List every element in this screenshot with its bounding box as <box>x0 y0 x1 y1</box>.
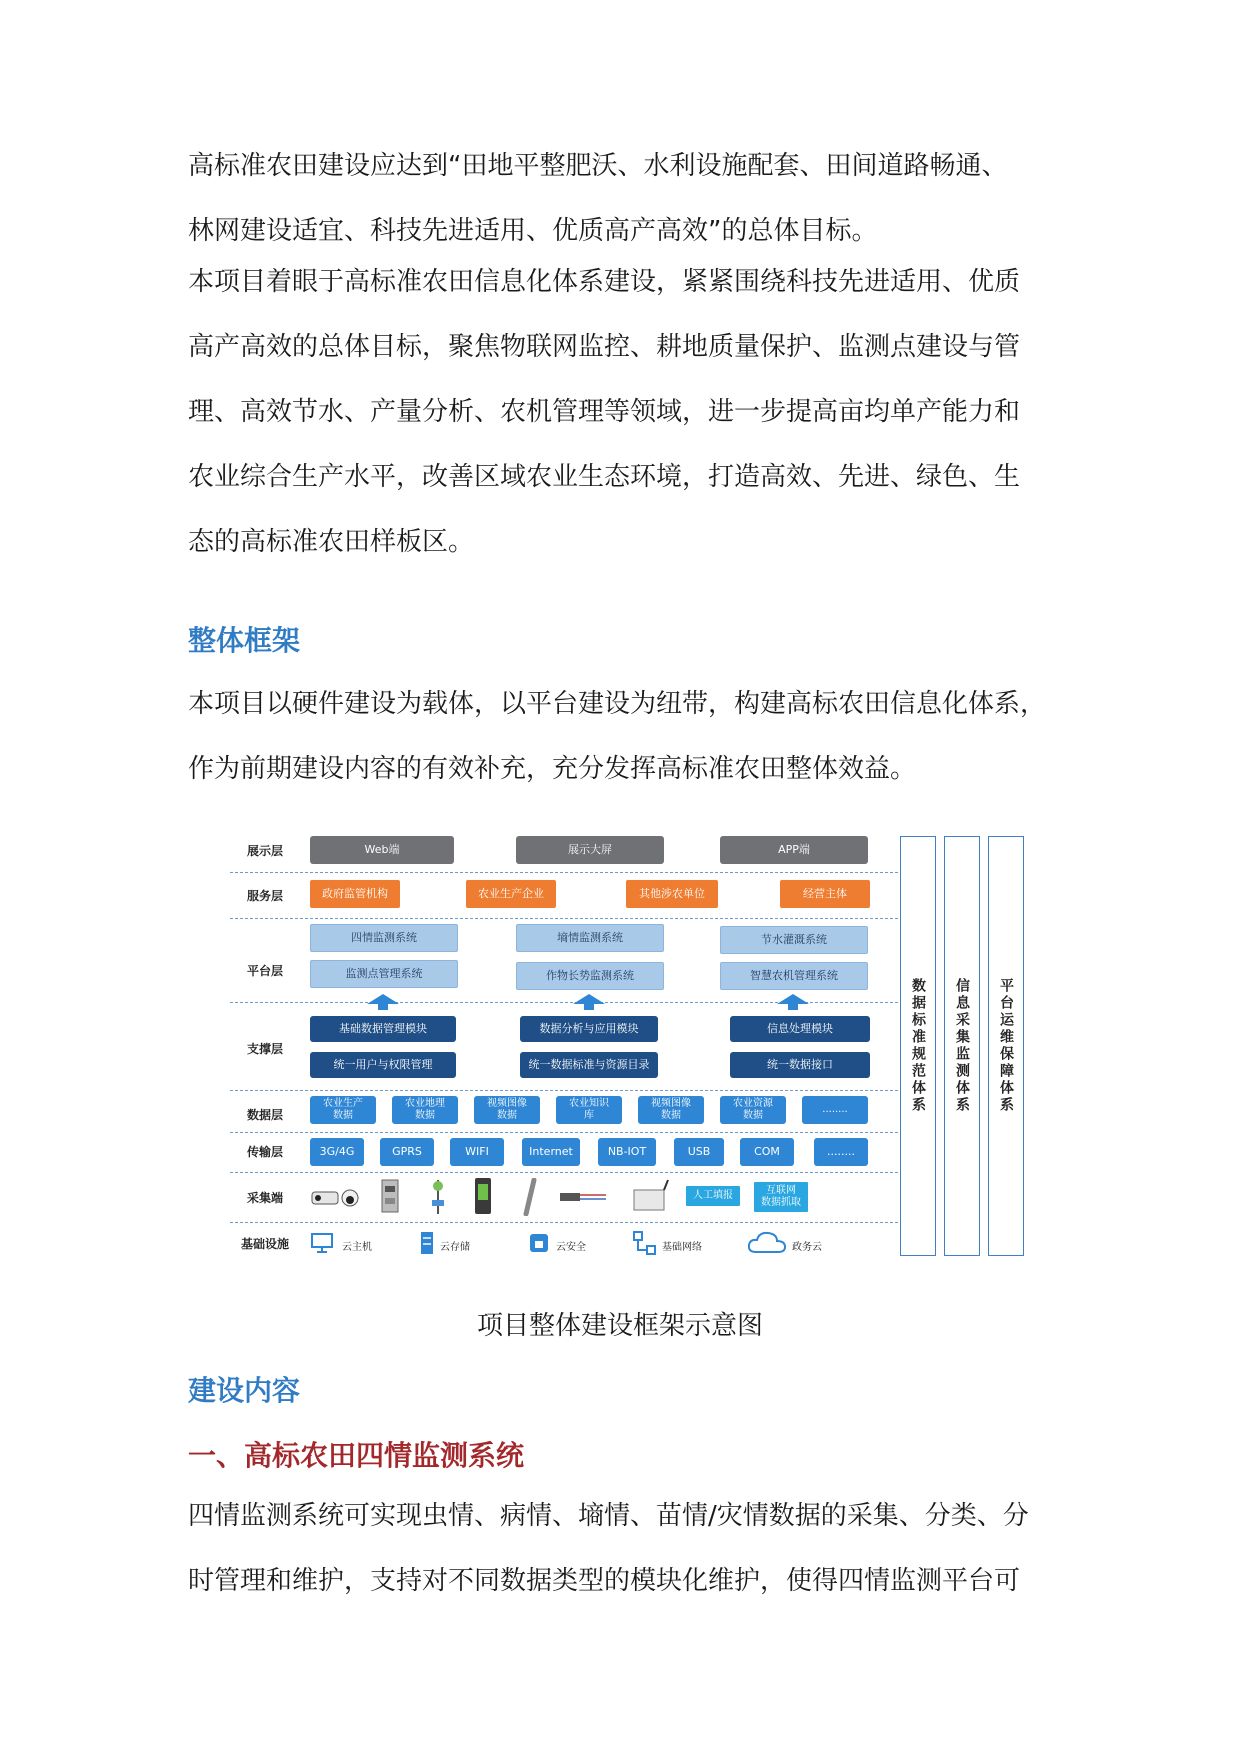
infra-gov-cloud: 政务云 <box>792 1242 822 1253</box>
data-item-line: 农业生产 <box>323 1098 363 1109</box>
layer-separator <box>230 918 898 919</box>
heading-section1: 一、高标农田四情监测系统 <box>188 1439 525 1472</box>
data-item <box>474 1096 540 1124</box>
layer-label-support: 支撑层 <box>246 1042 283 1056</box>
layer-label-display: 展示层 <box>246 844 283 858</box>
intro-paragraph-1 <box>188 134 1060 264</box>
arrow-up-icon <box>777 994 809 1004</box>
data-item <box>720 1096 786 1124</box>
platform-crop-growth: 作物长势监测系统 <box>516 962 664 990</box>
layer-label-transport: 传输层 <box>246 1145 283 1159</box>
arrow-up-icon <box>573 994 605 1004</box>
text-line: 高产高效的总体目标，聚焦物联网监控、耕地质量保护、监测点建设与管 <box>188 332 1021 362</box>
service-other: 其他涉农单位 <box>626 880 718 908</box>
side-column-label: 平台运维保障体系 <box>998 978 1014 1114</box>
platform-soil-moisture: 墒情监测系统 <box>516 924 664 952</box>
data-item <box>310 1096 376 1124</box>
arrow-stem <box>788 1004 798 1010</box>
heading-construction: 建设内容 <box>188 1374 301 1407</box>
text-line: 四情监测系统可实现虫情、病情、墒情、苗情/灾情数据的采集、分类、分 <box>188 1501 1029 1531</box>
infra-cloud-security: 云安全 <box>556 1242 586 1253</box>
display-web: Web端 <box>310 836 454 864</box>
data-item-line: 数据 <box>661 1110 681 1121</box>
layer-separator <box>230 1090 898 1091</box>
infra-cloud-host: 云主机 <box>342 1242 372 1253</box>
transport-item: COM <box>740 1138 794 1166</box>
layer-separator <box>230 872 898 873</box>
security-icon <box>528 1232 550 1254</box>
side-column-data-standard <box>900 836 936 1256</box>
support-user-permission: 统一用户与权限管理 <box>310 1052 456 1078</box>
side-column-label: 信息采集监测体系 <box>954 978 970 1114</box>
support-basic-data: 基础数据管理模块 <box>310 1016 456 1042</box>
platform-irrigation: 节水灌溉系统 <box>720 926 868 954</box>
infra-cloud-storage: 云存储 <box>440 1242 470 1253</box>
text-line: 高标准农田建设应达到“田地平整肥沃、水利设施配套、田间道路畅通、 <box>188 151 1008 181</box>
text-line: 林网建设适宜、科技先进适用、优质高产高效”的总体目标。 <box>188 216 878 246</box>
collect-manual-entry: 人工填报 <box>686 1186 740 1206</box>
data-item-line: 库 <box>584 1110 594 1121</box>
text-line: 本项目着眼于高标准农田信息化体系建设，紧紧围绕科技先进适用、优质 <box>188 267 1021 297</box>
data-collector-icon <box>632 1178 672 1214</box>
layer-label-platform: 平台层 <box>246 964 283 978</box>
network-icon <box>632 1230 658 1256</box>
data-item <box>638 1096 704 1124</box>
support-data-standard: 统一数据标准与资源目录 <box>520 1052 658 1078</box>
layer-separator <box>230 1172 898 1173</box>
transport-item: GPRS <box>380 1138 434 1166</box>
weather-station-icon <box>426 1176 450 1216</box>
data-item-line: 数据 <box>333 1110 353 1121</box>
framework-diagram <box>230 832 1040 1272</box>
layer-label-data: 数据层 <box>246 1108 283 1122</box>
text-line: 农业综合生产水平，改善区域农业生态环境，打造高效、先进、绿色、生 <box>188 462 1021 492</box>
insect-trap-icon <box>472 1176 494 1216</box>
side-column-info-collection <box>944 836 980 1256</box>
display-screen: 展示大屏 <box>516 836 664 864</box>
data-item-line: 数据 <box>743 1110 763 1121</box>
data-item-more: ........ <box>802 1096 868 1124</box>
collect-internet-crawl <box>754 1182 808 1212</box>
data-item-line: 农业资源 <box>733 1098 773 1109</box>
data-item-line: 数据 <box>415 1110 435 1121</box>
data-item-line: 农业知识 <box>569 1098 609 1109</box>
text-line: 理、高效节水、产量分析、农机管理等领域，进一步提高亩均单产能力和 <box>188 397 1021 427</box>
transport-item: Internet <box>522 1138 580 1166</box>
sensor-station-icon <box>378 1178 402 1214</box>
transport-item: NB-IOT <box>598 1138 656 1166</box>
collect-line: 数据抓取 <box>761 1197 801 1208</box>
transport-item: 3G/4G <box>310 1138 364 1166</box>
service-enterprise: 农业生产企业 <box>466 880 556 908</box>
platform-monitor-points: 监测点管理系统 <box>310 960 458 988</box>
heading-framework: 整体框架 <box>188 624 301 657</box>
transport-item: ........ <box>814 1138 868 1166</box>
data-item-line: 视频图像 <box>487 1098 527 1109</box>
support-data-analysis: 数据分析与应用模块 <box>520 1016 658 1042</box>
arrow-up-icon <box>367 994 399 1004</box>
layer-separator <box>230 1132 898 1133</box>
soil-probe-icon <box>520 1178 540 1216</box>
camera-icon <box>310 1184 360 1212</box>
data-item-line: 农业地理 <box>405 1098 445 1109</box>
diagram-caption: 项目整体建设框架示意图 <box>476 1311 763 1341</box>
cloud-icon <box>746 1228 788 1256</box>
side-column-ops <box>988 836 1024 1256</box>
arrow-stem <box>584 1004 594 1010</box>
server-icon <box>418 1230 436 1256</box>
layer-label-service: 服务层 <box>246 889 283 903</box>
platform-machinery: 智慧农机管理系统 <box>720 962 868 990</box>
framework-paragraph <box>188 672 1060 802</box>
text-line: 作为前期建设内容的有效补充，充分发挥高标准农田整体效益。 <box>188 754 917 784</box>
text-line: 态的高标准农田样板区。 <box>188 527 475 557</box>
data-item-line: 数据 <box>497 1110 517 1121</box>
text-line: 本项目以硬件建设为载体，以平台建设为纽带，构建高标农田信息化体系， <box>188 689 1047 719</box>
display-app: APP端 <box>720 836 868 864</box>
moisture-sensor-icon <box>558 1188 608 1206</box>
intro-paragraph-2 <box>188 250 1060 575</box>
section1-paragraph <box>188 1484 1060 1614</box>
infra-network: 基础网络 <box>662 1242 702 1253</box>
service-government: 政府监管机构 <box>310 880 400 908</box>
text-line: 时管理和维护，支持对不同数据类型的模块化维护，使得四情监测平台可 <box>188 1566 1021 1596</box>
service-operator: 经营主体 <box>780 880 870 908</box>
collect-line: 互联网 <box>766 1185 796 1196</box>
support-data-interface: 统一数据接口 <box>730 1052 870 1078</box>
data-item <box>392 1096 458 1124</box>
layer-label-infra: 基础设施 <box>240 1237 289 1251</box>
layer-label-collect: 采集端 <box>246 1191 283 1205</box>
data-item-line: 视频图像 <box>651 1098 691 1109</box>
arrow-stem <box>378 1004 388 1010</box>
side-column-label: 数据标准规范体系 <box>910 978 926 1114</box>
monitor-icon <box>310 1232 334 1254</box>
layer-separator <box>230 1222 898 1223</box>
transport-item: WIFI <box>450 1138 504 1166</box>
platform-four-conditions: 四情监测系统 <box>310 924 458 952</box>
data-item <box>556 1096 622 1124</box>
transport-item: USB <box>674 1138 724 1166</box>
support-info-processing: 信息处理模块 <box>730 1016 870 1042</box>
